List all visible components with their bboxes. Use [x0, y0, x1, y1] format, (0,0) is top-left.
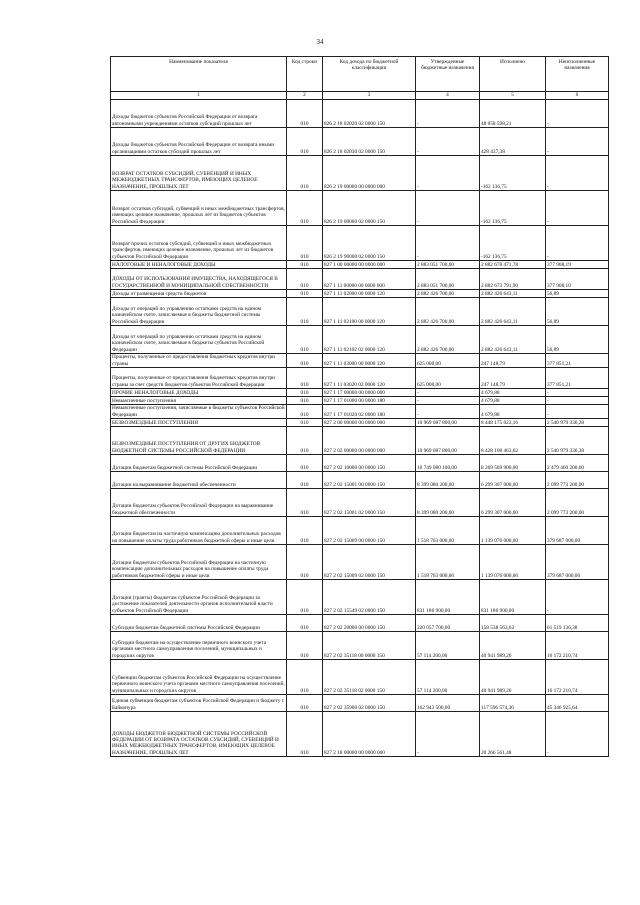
row-budget-code: 827 1 11 02102 02 0000 120	[323, 326, 416, 354]
row-name: Дотации бюджетам субъектов Российской Федерации на выравнивание бюджетной обеспеченности	[111, 489, 287, 517]
table-row	[111, 712, 609, 757]
row-executed: -162 136,75	[480, 156, 546, 191]
row-executed: 20 266 561,48	[480, 712, 546, 757]
table-row	[111, 545, 609, 580]
row-unexecuted: 379 687 000,00	[546, 545, 609, 580]
row-budget-code: 827 2 18 00000 00 0000 000	[323, 712, 416, 757]
table-row	[111, 100, 609, 128]
row-unexecuted: -	[546, 191, 609, 226]
row-unexecuted: 377 908,10	[546, 269, 609, 290]
row-approved: -	[416, 128, 480, 156]
row-name: Дотации бюджетам на частичную компенсацию дополнительных расходов на повышение оплаты труда работников бюджетной сферы и иные цели	[111, 517, 287, 545]
row-line-code: 010	[287, 695, 323, 712]
row-budget-code: 827 1 17 01000 00 0000 180	[323, 397, 416, 405]
row-line-code: 010	[287, 226, 323, 261]
row-name: Невыясненные поступления, зачисляемые в бюджеты субъектов Российской Федерации	[112, 405, 285, 418]
row-executed: 2 882 426 643,11	[480, 290, 546, 298]
table-row	[111, 397, 609, 405]
row-name: Доходы от операций по управлению остатками средств на едином казначейском счете, зачисляемые в бюджеты субъектов Российской Федерации	[111, 326, 287, 354]
row-unexecuted: -	[546, 100, 609, 128]
row-executed: 2 882 426 643,11	[480, 326, 546, 354]
row-unexecuted: -	[546, 389, 609, 397]
table-row	[111, 615, 609, 632]
row-unexecuted: -	[546, 226, 609, 261]
row-line-code: 010	[287, 545, 323, 580]
row-approved: 57 114 200,00	[416, 660, 480, 695]
row-approved: 625 000,00	[416, 368, 480, 389]
row-name: Субсидии бюджетам на осуществление первичного воинского учета органами местного самоуправления поселений, муниципальных и городских округов	[111, 632, 287, 660]
column-number: 6	[546, 92, 609, 100]
table-row	[111, 489, 609, 517]
row-budget-code: 827 1 11 02100 00 0000 120	[323, 298, 416, 326]
table-row	[111, 660, 609, 695]
row-executed: -162 136,75	[480, 191, 546, 226]
row-executed: 8 448 175 023,16	[480, 419, 546, 427]
row-executed: 4 679,88	[480, 405, 546, 419]
row-unexecuted: 56,89	[546, 290, 609, 298]
row-approved: 2 883 051 700,00	[416, 261, 480, 269]
row-name: Дотации бюджетам субъектов Российской Федерации на частичную компенсацию дополнительных расходов на повышение оплаты труда работников бюджетной сферы и иные цели	[111, 545, 287, 580]
row-line-code: 010	[287, 368, 323, 389]
row-budget-code: 827 2 02 15009 00 0000 150	[323, 517, 416, 545]
row-name: ВОЗВРАТ ОСТАТКОВ СУБСИДИЙ, СУБВЕНЦИЙ И ИНЫХ МЕЖБЮДЖЕТНЫХ ТРАНСФЕРТОВ, ИМЕЮЩИХ ЦЕЛЕВОЕ НАЗНАЧЕНИЕ, ПРОШЛЫХ ЛЕТ	[111, 156, 287, 191]
row-budget-code: 827 2 02 15001 00 0000 150	[323, 472, 416, 489]
table-row	[111, 632, 609, 660]
row-budget-code: 826 2 18 02020 02 0000 150	[323, 100, 416, 128]
row-executed: 247 148,79	[480, 354, 546, 368]
row-line-code: 010	[287, 419, 323, 427]
column-number: 1	[111, 92, 287, 100]
row-name: НАЛОГОВЫЕ И НЕНАЛОГОВЫЕ ДОХОДЫ	[111, 261, 287, 269]
row-budget-code: 827 1 00 00000 00 0000 000	[323, 261, 416, 269]
table-row	[111, 427, 609, 455]
row-budget-code: 826 2 19 00000 00 0000 000	[323, 156, 416, 191]
row-line-code: 010	[287, 389, 323, 397]
row-executed: 2 882 678 471,78	[480, 261, 546, 269]
row-approved: 2 882 426 700,00	[416, 290, 480, 298]
header-approved: Утвержденные бюджетные назначения	[416, 57, 480, 92]
row-budget-code: 827 2 02 15549 02 0000 150	[323, 580, 416, 615]
table-row	[111, 191, 609, 226]
row-approved: 2 882 426 700,00	[416, 298, 480, 326]
row-budget-code: 827 2 02 35900 02 0000 150	[323, 695, 416, 712]
row-name: Возврат прочих остатков субсидий, субвенций и иных межбюджетных трансфертов, имеющих целевое назначение, прошлых лет из бюджетов субъектов Российской Федерации	[111, 226, 287, 261]
row-budget-code: 827 2 02 20000 00 0000 150	[323, 615, 416, 632]
row-unexecuted: 2 540 979 336,38	[546, 427, 609, 455]
row-unexecuted: 56,89	[546, 298, 609, 326]
row-unexecuted: -	[546, 405, 609, 419]
row-budget-code: 827 1 11 03000 00 0000 120	[323, 354, 416, 368]
row-executed: 117 596 574,36	[480, 695, 546, 712]
table-row	[111, 128, 609, 156]
row-unexecuted: 56,89	[546, 326, 609, 354]
row-name: Доходы бюджетов субъектов Российской Федерации от возврата автономными учреждениями остатков субсидий прошлых лет	[111, 100, 287, 128]
column-number: 3	[323, 92, 416, 100]
income-report-table	[110, 56, 609, 757]
row-line-code: 010	[287, 615, 323, 632]
row-unexecuted: 2 540 979 336,28	[546, 419, 609, 427]
row-executed: 158 538 563,62	[480, 615, 546, 632]
row-name: Дотации (гранты) бюджетам субъектов Российской Федерации за достижение показателей деятельности органов исполнительной власти субъектов Российской Федерации	[111, 580, 287, 615]
row-name: Субвенции бюджетам субъектов Российской Федерации на осуществление первичного воинского учета органами местного самоуправления поселений, муниципальных и городских округов	[111, 660, 287, 695]
row-name: ПРОЧИЕ НЕНАЛОГОВЫЕ ДОХОДЫ	[111, 389, 287, 397]
row-line-code: 010	[287, 455, 323, 472]
row-budget-code: 827 2 02 15009 02 0000 150	[323, 545, 416, 580]
row-line-code: 010	[287, 156, 323, 191]
row-executed: 8 269 569 900,00	[480, 455, 546, 472]
row-unexecuted: 377 908,19	[546, 261, 609, 269]
header-indicator-name: Наименование показателя	[111, 57, 287, 92]
column-number: 2	[287, 92, 323, 100]
row-approved: -	[416, 156, 480, 191]
table-row	[111, 389, 609, 397]
row-approved: 8 399 080 200,00	[416, 489, 480, 517]
row-unexecuted: -	[546, 128, 609, 156]
row-executed: 1 139 076 000,00	[480, 545, 546, 580]
row-line-code: 010	[287, 517, 323, 545]
row-approved: 831 186 900,00	[416, 580, 480, 615]
table-body	[111, 100, 609, 757]
row-unexecuted: 61 519 136,38	[546, 615, 609, 632]
row-name: Невыясненные поступления	[111, 397, 287, 405]
row-approved: -	[416, 389, 480, 397]
row-budget-code: 827 1 11 02000 00 0000 120	[323, 290, 416, 298]
row-line-code: 010	[287, 405, 323, 419]
table-row	[111, 455, 609, 472]
header-budget-code: Код дохода по бюджетной классификации	[323, 57, 416, 92]
row-approved: 2 882 426 700,00	[416, 326, 480, 354]
row-budget-code: 826 2 19 90000 02 0000 150	[323, 226, 416, 261]
row-budget-code: 826 2 19 00000 02 0000 150	[323, 191, 416, 226]
row-executed: -162 136,75	[480, 226, 546, 261]
row-unexecuted: 2 099 773 200,00	[546, 472, 609, 489]
column-number: 4	[416, 92, 480, 100]
row-executed: 1 139 076 000,00	[480, 517, 546, 545]
row-name: Доходы от операций по управлению остатками средств на едином казначейском счете, зачисляемые в бюджеты бюджетной системы Российской Федерации	[111, 298, 287, 326]
row-unexecuted: 379 687 000,00	[546, 517, 609, 545]
column-number-row	[111, 92, 609, 100]
row-line-code: 010	[287, 100, 323, 128]
row-budget-code: 827 2 02 10000 00 0000 150	[323, 455, 416, 472]
row-name: Дотации бюджетам бюджетной системы Российской Федерации	[111, 455, 287, 472]
row-unexecuted: 377 851,21	[546, 368, 609, 389]
row-name: Проценты, полученные от предоставления бюджетных кредитов внутри страны	[111, 354, 287, 368]
row-executed: 6 299 307 000,00	[480, 489, 546, 517]
table-row	[111, 298, 609, 326]
row-line-code: 010	[287, 427, 323, 455]
row-approved: 220 057 700,00	[416, 615, 480, 632]
row-line-code: 010	[287, 472, 323, 489]
table-row	[111, 695, 609, 712]
row-line-code: 010	[287, 580, 323, 615]
table-row	[111, 419, 609, 427]
row-budget-code: 827 2 02 15001 02 0000 150	[323, 489, 416, 517]
row-unexecuted: 2 099 773 200,00	[546, 489, 609, 517]
row-budget-code: 827 2 00 00000 00 0000 000	[323, 419, 416, 427]
table-row	[111, 405, 609, 419]
row-budget-code: 826 2 18 02030 02 0000 150	[323, 128, 416, 156]
row-name: ДОХОДЫ ОТ ИСПОЛЬЗОВАНИЯ ИМУЩЕСТВА, НАХОДЯЩЕГОСЯ В ГОСУДАРСТВЕННОЙ И МУНИЦИПАЛЬНОЙ СОБСТВЕННОСТИ	[111, 269, 287, 290]
row-line-code: 010	[287, 261, 323, 269]
row-line-code: 010	[287, 191, 323, 226]
row-approved: -	[416, 405, 480, 419]
row-approved: 10 749 080 100,00	[416, 455, 480, 472]
table-row	[111, 326, 609, 354]
row-line-code: 010	[287, 326, 323, 354]
row-approved: -	[416, 397, 480, 405]
table-row	[111, 269, 609, 290]
row-line-code: 010	[287, 290, 323, 298]
table-header-row	[111, 57, 609, 92]
row-executed: 4 679,88	[480, 389, 546, 397]
row-name: БЕЗВОЗМЕЗДНЫЕ ПОСТУПЛЕНИЯ	[111, 419, 287, 427]
row-line-code: 010	[287, 660, 323, 695]
table-row	[111, 580, 609, 615]
row-name: ДОХОДЫ БЮДЖЕТОВ БЮДЖЕТНОЙ СИСТЕМЫ РОССИЙСКОЙ ФЕДЕРАЦИИ ОТ ВОЗВРАТА ОСТАТКОВ СУБСИДИЙ, СУБВЕНЦИЙ И ИНЫХ МЕЖБЮДЖЕТНЫХ ТРАНСФЕРТОВ, ИМЕЮЩИХ ЦЕЛЕВОЕ НАЗНАЧЕНИЕ, ПРОШЛЫХ ЛЕТ	[111, 712, 287, 757]
row-executed: 831 186 900,00	[480, 580, 546, 615]
row-budget-code: 827 1 11 03020 02 0000 120	[323, 368, 416, 389]
table-row	[111, 354, 609, 368]
row-budget-code: 827 1 11 00000 00 0000 000	[323, 269, 416, 290]
row-approved: 10 969 087 800,00	[416, 419, 480, 427]
row-approved: 57 114 200,00	[416, 632, 480, 660]
row-name: Проценты, полученные от предоставления бюджетных кредитов внутри страны за счет средств бюджетов субъектов Российской Федерации	[111, 368, 287, 389]
row-approved: 1 518 763 000,00	[416, 517, 480, 545]
row-budget-code: 827 2 02 35118 00 0000 150	[323, 632, 416, 660]
row-line-code: 010	[287, 632, 323, 660]
row-executed: 4 679,88	[480, 397, 546, 405]
row-unexecuted: 16 172 210,74	[546, 660, 609, 695]
row-name: Возврат остатков субсидий, субвенций и иных межбюджетных трансфертов, имеющих целевое назначение, прошлых лет из бюджетов субъектов Российской Федерации	[111, 191, 287, 226]
table-row	[111, 368, 609, 389]
row-approved: 2 883 051 700,00	[416, 269, 480, 290]
table-row	[111, 226, 609, 261]
row-budget-code: 827 2 02 35118 02 0000 150	[323, 660, 416, 695]
row-budget-code: 827 1 17 00000 00 0000 000	[323, 389, 416, 397]
row-unexecuted: 16 172 210,74	[546, 632, 609, 660]
row-name: БЕЗВОЗМЕЗДНЫЕ ПОСТУПЛЕНИЯ ОТ ДРУГИХ БЮДЖЕТОВ БЮДЖЕТНОЙ СИСТЕМЫ РОССИЙСКОЙ ФЕДЕРАЦИИ	[111, 427, 287, 455]
row-line-code: 010	[287, 128, 323, 156]
header-unexecuted: Неисполненные назначения	[546, 57, 609, 92]
row-executed: 48 058 598,21	[480, 100, 546, 128]
row-unexecuted: 2 479 460 200,00	[546, 455, 609, 472]
row-approved: -	[416, 100, 480, 128]
row-approved: 8 399 080 200,00	[416, 472, 480, 489]
page-number: 34	[316, 38, 324, 46]
header-executed: Исполнено	[480, 57, 546, 92]
row-name: Единая субвенция бюджетам субъектов Российской Федерации и бюджету г. Байконура	[111, 695, 287, 712]
row-unexecuted: -	[546, 580, 609, 615]
row-executed: 40 941 989,26	[480, 660, 546, 695]
row-executed: 2 882 426 643,11	[480, 298, 546, 326]
row-executed: 247 148,79	[480, 368, 546, 389]
column-number: 5	[480, 92, 546, 100]
row-line-code: 010	[287, 269, 323, 290]
row-unexecuted: -	[546, 156, 609, 191]
table-row	[111, 261, 609, 269]
table-row	[111, 156, 609, 191]
row-line-code: 010	[287, 712, 323, 757]
row-unexecuted: 377 851,21	[546, 354, 609, 368]
row-approved: 625 000,00	[416, 354, 480, 368]
row-unexecuted: -	[546, 712, 609, 757]
row-approved: 1 518 763 000,00	[416, 545, 480, 580]
row-unexecuted: -	[546, 397, 609, 405]
row-line-code: 010	[287, 397, 323, 405]
row-name: Доходы бюджетов субъектов Российской Федерации от возврата иными организациями остатков субсидий прошлых лет	[111, 128, 287, 156]
row-approved: -	[416, 712, 480, 757]
row-line-code: 010	[287, 298, 323, 326]
row-approved: 162 943 500,00	[416, 695, 480, 712]
table-row	[111, 290, 609, 298]
row-name: Дотации на выравнивание бюджетной обеспеченности	[111, 472, 287, 489]
table-row	[111, 517, 609, 545]
row-name: Субсидии бюджетам бюджетной системы Российской Федерации	[111, 615, 287, 632]
row-approved: -	[416, 226, 480, 261]
row-executed: 6 299 307 000,00	[480, 472, 546, 489]
row-line-code: 010	[287, 354, 323, 368]
header-line-code: Код строки	[287, 57, 323, 92]
row-approved: -	[416, 191, 480, 226]
row-executed: 40 941 989,26	[480, 632, 546, 660]
row-executed: 8 428 108 463,62	[480, 427, 546, 455]
row-name: Доходы от размещения средств бюджетов	[111, 290, 287, 298]
row-executed: 428 437,38	[480, 128, 546, 156]
row-budget-code: 827 2 02 00000 00 0000 000	[323, 427, 416, 455]
row-line-code: 010	[287, 489, 323, 517]
table-row	[111, 472, 609, 489]
row-budget-code: 827 1 17 01020 02 0000 180	[323, 405, 416, 419]
row-approved: 10 969 087 800,00	[416, 427, 480, 455]
row-executed: 2 882 673 791,90	[480, 269, 546, 290]
row-unexecuted: 45 346 925,64	[546, 695, 609, 712]
